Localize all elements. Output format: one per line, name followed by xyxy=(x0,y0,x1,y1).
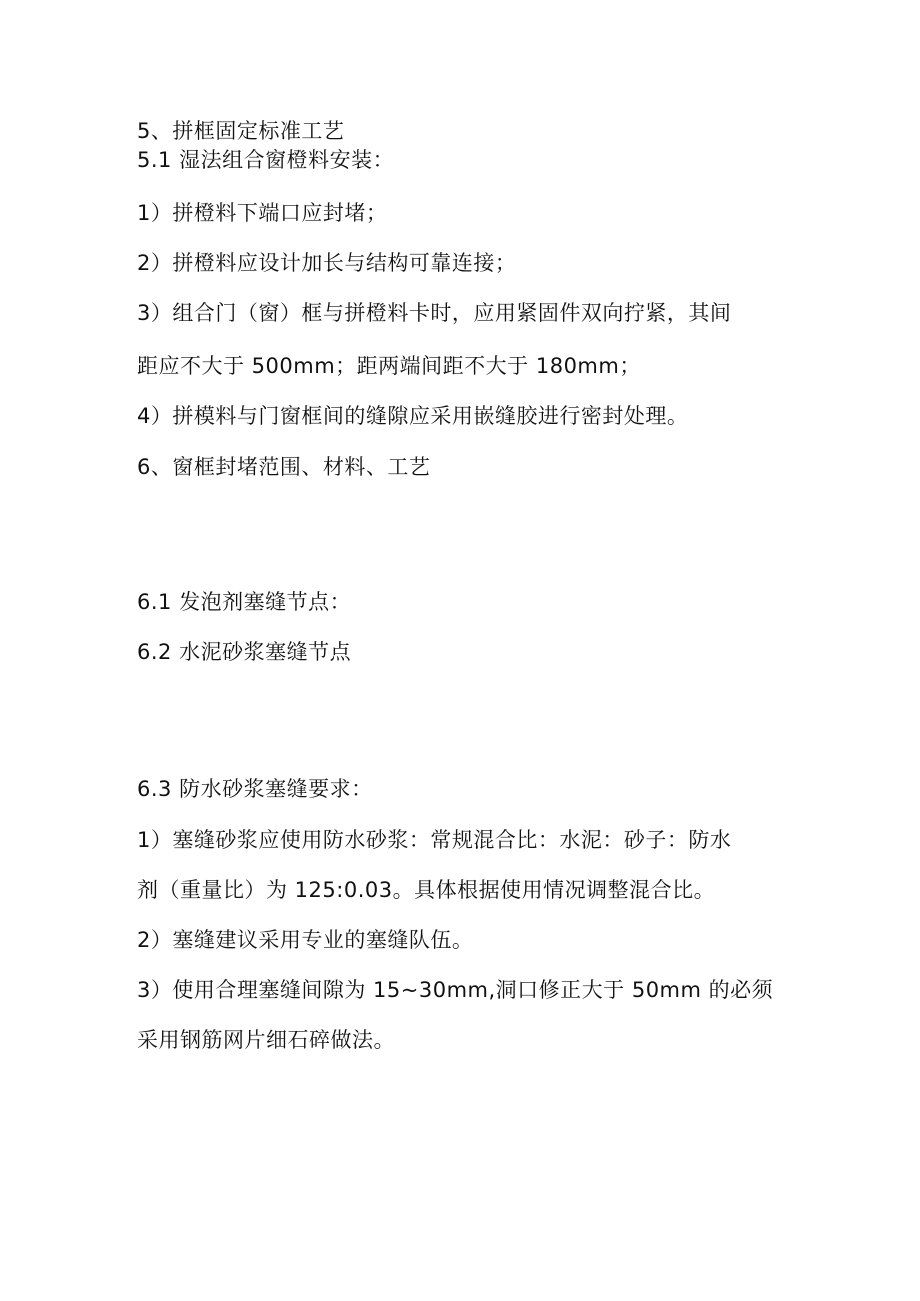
section-6-3-heading: 6.3 防水砂浆塞缝要求： xyxy=(137,777,373,801)
item-5-1-3-line-2: 距应不大于 500mm；距两端间距不大于 180mm； xyxy=(137,354,641,378)
item-6-3-3-line-2: 采用钢筋网片细石碎做法。 xyxy=(137,1028,395,1052)
item-5-1-4: 4）拼模料与门窗框间的缝隙应采用嵌缝胶进行密封处理。 xyxy=(137,404,689,428)
section-6-heading: 6、窗框封堵范围、材料、工艺 xyxy=(137,455,431,479)
section-5-heading: 5、拼框固定标准工艺 xyxy=(137,119,345,143)
item-6-3-2: 2）塞缝建议采用专业的塞缝队伍。 xyxy=(137,928,474,952)
item-5-1-2: 2）拼橙料应设计加长与结构可靠连接； xyxy=(137,251,517,275)
item-6-3-1-line-1: 1）塞缝砂浆应使用防水砂浆：常规混合比：水泥：砂子：防水 xyxy=(137,828,732,852)
section-5-1-heading: 5.1 湿法组合窗橙料安装： xyxy=(137,148,395,172)
item-6-3-3-line-1: 3）使用合理塞缝间隙为 15~30mm,洞口修正大于 50mm 的必须 xyxy=(137,978,774,1002)
item-5-1-1: 1）拼橙料下端口应封堵； xyxy=(137,201,388,225)
item-5-1-3-line-1: 3）组合门（窗）框与拼橙料卡时，应用紧固件双向拧紧，其间 xyxy=(137,301,732,325)
section-6-2-heading: 6.2 水泥砂浆塞缝节点 xyxy=(137,640,352,664)
section-6-1-heading: 6.1 发泡剂塞缝节点： xyxy=(137,590,352,614)
item-6-3-1-line-2: 剂（重量比）为 125:0.03。具体根据使用情况调整混合比。 xyxy=(137,878,716,902)
